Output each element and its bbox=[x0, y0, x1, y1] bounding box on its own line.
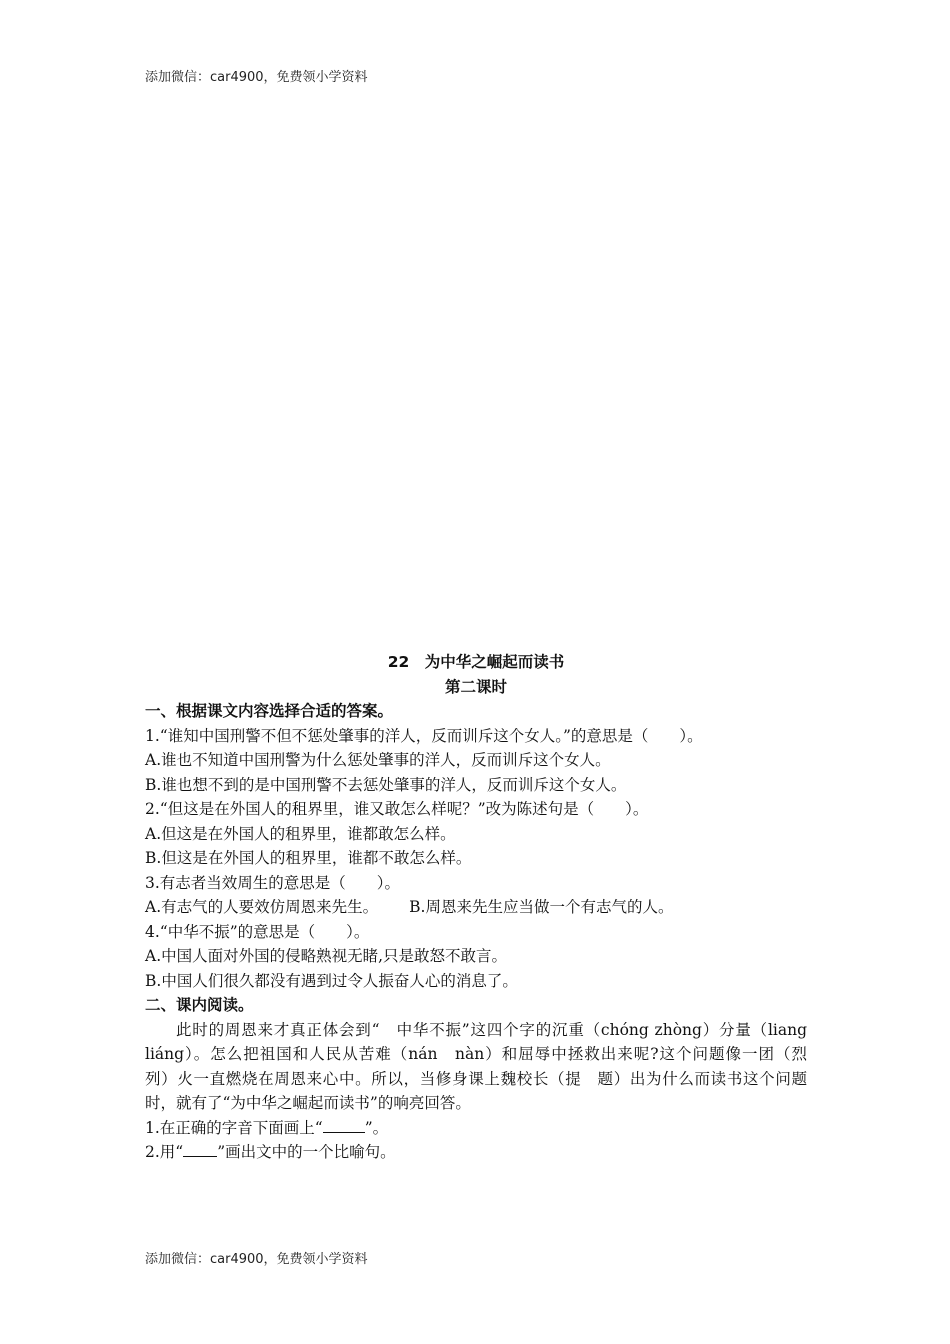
underline-blank bbox=[183, 1142, 217, 1157]
question-3: 3.有志者当效周生的意思是（ ）。 bbox=[145, 873, 401, 892]
reading-passage: 此时的周恩来才真正体会到“ 中华不振”这四个字的沉重（chóng zhòng）分量（liang liáng）。怎么把祖国和人民从苦难（nán nàn）和屈辱中拯救出来呢?这个问题像一团（烈 列）火一直燃烧在周恩来心中。所以，当修身课上魏校长（提 题）出为什么而读书这个问题时，就有了“为中华之崛起而读书”的响亮回答。 bbox=[145, 1020, 823, 1112]
task-1-text-end: ”。 bbox=[364, 1118, 389, 1137]
task-1-text: 1.在正确的字音下面画上“ bbox=[145, 1118, 323, 1137]
task-2-text-end: ”画出文中的一个比喻句。 bbox=[217, 1143, 396, 1161]
question-3-option-a: A.有志气的人要效仿周恩来先生。 bbox=[145, 898, 379, 916]
question-2-option-a: A.但这是在外国人的租界里，谁都敢怎么样。 bbox=[145, 824, 456, 843]
page-header: 添加微信：car4900，免费领小学资料 bbox=[145, 70, 368, 85]
question-4-option-b: B.中国人们很久都没有遇到过令人振奋人心的消息了。 bbox=[145, 971, 518, 990]
page-footer: 添加微信：car4900，免费领小学资料 bbox=[145, 1252, 368, 1267]
question-3-option-b: B.周恩来先生应当做一个有志气的人。 bbox=[409, 898, 674, 916]
question-1-option-b: B.谁也想不到的是中国刑警不去惩处肇事的洋人，反而训斥这个女人。 bbox=[145, 775, 627, 794]
document-body bbox=[145, 650, 823, 1165]
question-4: 4.“中华不振”的意思是（ ）。 bbox=[145, 922, 370, 941]
question-1-option-a: A.谁也不知道中国刑警为什么惩处肇事的洋人，反而训斥这个女人。 bbox=[145, 751, 611, 769]
lesson-title: 22 为中华之崛起而读书 bbox=[387, 653, 565, 671]
question-2: 2.“但这是在外国人的租界里，谁又敢怎么样呢？”改为陈述句是（ ）。 bbox=[145, 800, 649, 818]
question-2-option-b: B.但这是在外国人的租界里，谁都不敢怎么样。 bbox=[145, 849, 472, 867]
underline-blank bbox=[323, 1118, 365, 1133]
question-4-option-a: A.中国人面对外国的侵略熟视无睹,只是敢怒不敢言。 bbox=[145, 947, 508, 965]
task-2-text: 2.用“ bbox=[145, 1143, 184, 1161]
section-1-heading: 一、根据课文内容选择合适的答案。 bbox=[145, 702, 394, 720]
question-3-options bbox=[145, 895, 807, 920]
question-1: 1.“谁知中国刑警不但不惩处肇事的洋人，反而训斥这个女人。”的意思是（ ）。 bbox=[145, 726, 703, 745]
task-2 bbox=[145, 1140, 807, 1165]
section-2-heading: 二、课内阅读。 bbox=[145, 996, 254, 1014]
task-1 bbox=[145, 1116, 807, 1141]
lesson-subtitle: 第二课时 bbox=[444, 677, 507, 696]
